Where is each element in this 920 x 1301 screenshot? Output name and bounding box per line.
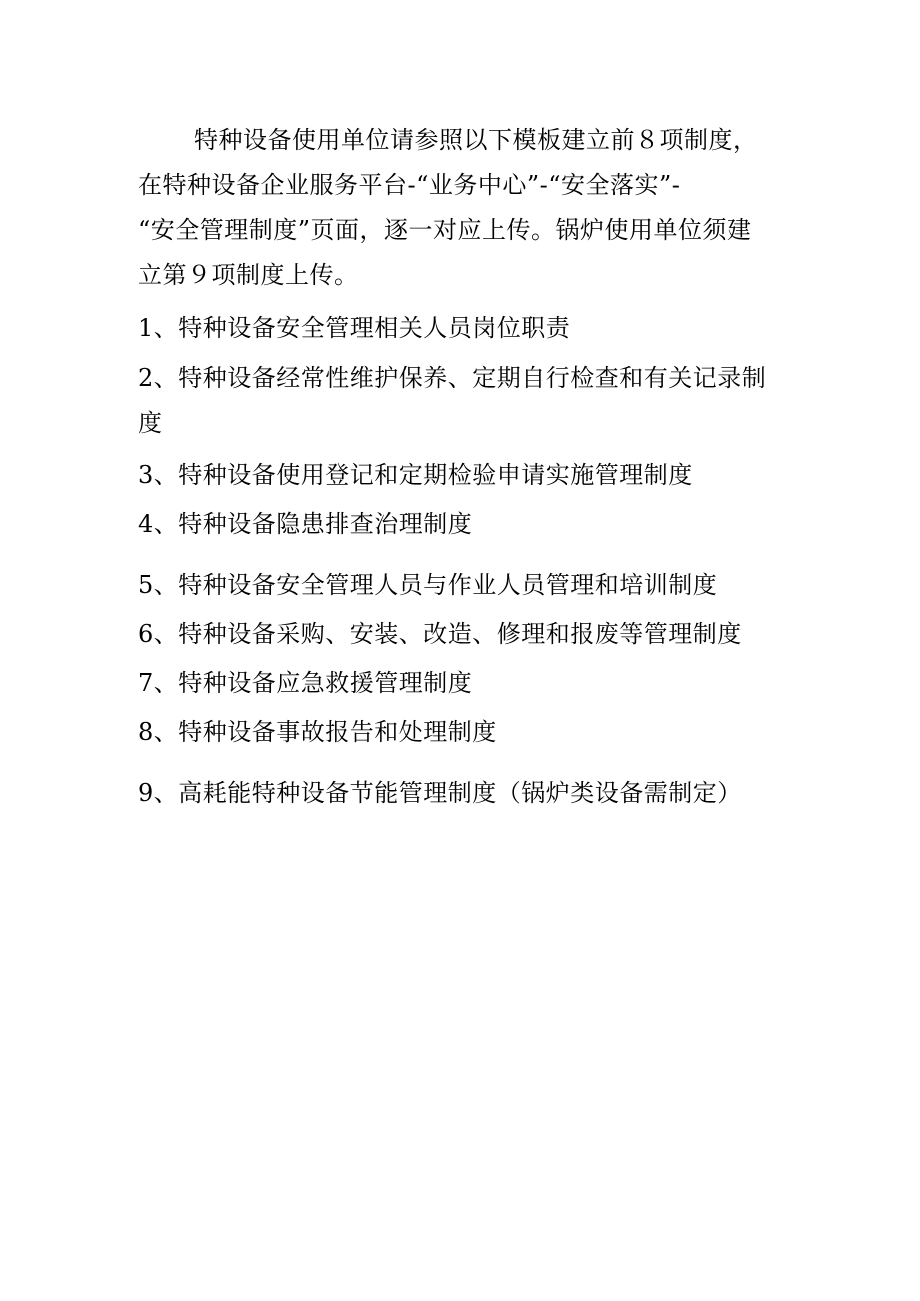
list-item bbox=[138, 771, 788, 816]
list-item-number: 8、 bbox=[138, 718, 179, 746]
list-item-text: 特种设备应急救援管理制度 bbox=[178, 669, 473, 697]
intro-line-3: “安全管理制度”页面，逐一对应上传。锅炉使用单位须建 bbox=[138, 216, 752, 244]
list-item-number: 2、 bbox=[138, 364, 179, 392]
list-item-text: 特种设备采购、安装、改造、修理和报废等管理制度 bbox=[178, 620, 742, 648]
list-item-text: 特种设备事故报告和处理制度 bbox=[178, 718, 497, 746]
list-item-number: 4、 bbox=[138, 510, 179, 538]
list-item bbox=[138, 453, 788, 498]
list-item-text: 特种设备安全管理相关人员岗位职责 bbox=[178, 314, 571, 342]
list-item-number: 6、 bbox=[138, 620, 179, 648]
list-item-number: 9、 bbox=[138, 779, 179, 807]
list-item-text: 高耗能特种设备节能管理制度（锅炉类设备需制定） bbox=[178, 779, 742, 807]
list-item bbox=[138, 502, 788, 547]
list-item-number: 7、 bbox=[138, 669, 179, 697]
list-item-number: 1、 bbox=[138, 314, 179, 342]
list-item-text: 特种设备经常性维护保养、定期自行检查和有关记录制 bbox=[178, 364, 767, 392]
list-item-text: 特种设备隐患排查治理制度 bbox=[178, 510, 473, 538]
list-item-number: 3、 bbox=[138, 461, 179, 489]
list-item bbox=[138, 563, 788, 608]
list-item-text: 特种设备使用登记和定期检验申请实施管理制度 bbox=[178, 461, 693, 489]
intro-line-1 bbox=[138, 118, 788, 163]
list-item bbox=[138, 612, 788, 657]
list-item bbox=[138, 710, 788, 755]
intro-line-4: 立第９项制度上传。 bbox=[138, 261, 359, 289]
list-item bbox=[138, 306, 788, 351]
list-item-continuation: 度 bbox=[138, 409, 163, 437]
list-item-text: 特种设备安全管理人员与作业人员管理和培训制度 bbox=[178, 571, 718, 599]
list-item bbox=[138, 356, 788, 446]
intro-line-2: 在特种设备企业服务平台-“业务中心”-“安全落实”- bbox=[138, 171, 681, 199]
list-item bbox=[138, 661, 788, 706]
list-item-number: 5、 bbox=[138, 571, 179, 599]
intro-line-1-text: 特种设备使用单位请参照以下模板建立前８项制度， bbox=[194, 126, 758, 154]
intro-paragraph bbox=[138, 118, 788, 298]
